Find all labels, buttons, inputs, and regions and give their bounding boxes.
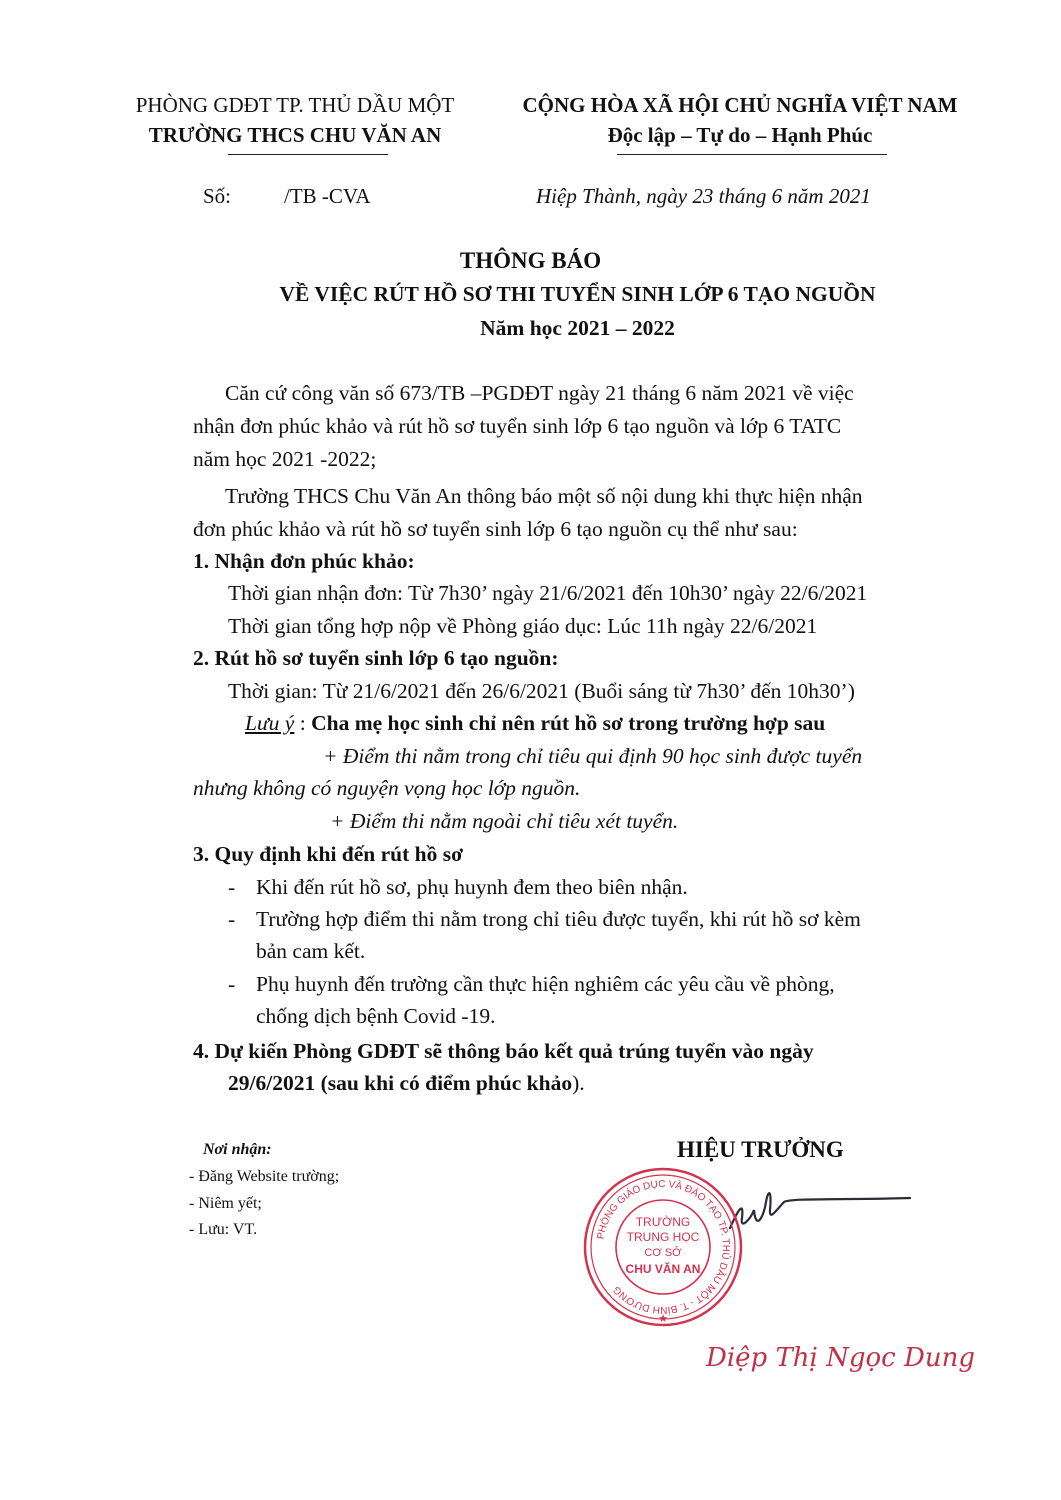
school-year: Năm học 2021 – 2022 <box>480 316 675 340</box>
doc-subject: VỀ VIỆC RÚT HỒ SƠ THI TUYỂN SINH LỚP 6 TẠO NGUỒN <box>279 282 876 306</box>
para2-line2: đơn phúc khảo và rút hồ sơ tuyển sinh lớp 6 tạo nguồn cụ thể như sau: <box>193 517 798 541</box>
stamp-ring-text: PHÒNG GIÁO DỤC VÀ ĐÀO TẠO TP. THỦ DẦU MỘT - T. BÌNH DƯƠNG <box>595 1178 732 1316</box>
section3-item2-line2: bản cam kết. <box>256 939 366 963</box>
stamp-text-2: TRUNG HỌC <box>626 1230 700 1244</box>
recipient-item: - Đăng Website trường; <box>189 1168 340 1185</box>
section4-line2 <box>228 1071 585 1097</box>
national-slogan: Độc lập – Tự do – Hạnh Phúc <box>607 123 873 147</box>
section3-heading: 3. Quy định khi đến rút hồ sơ <box>193 842 464 866</box>
bullet-dash: - <box>228 875 236 899</box>
bullet-dash: - <box>228 972 236 996</box>
section4-line2-tail: ). <box>572 1071 585 1095</box>
section1-line2: Thời gian tổng hợp nộp về Phòng giáo dục: Lúc 11h ngày 22/6/2021 <box>228 614 818 638</box>
recipient-item: - Lưu: VT. <box>189 1221 258 1238</box>
slogan-underline <box>617 154 887 155</box>
signer-name: Diệp Thị Ngọc Dung <box>706 1343 975 1373</box>
doc-number-value: /TB -CVA <box>284 184 371 208</box>
note-label: Lưu ý <box>245 711 295 735</box>
stamp-text-4: CHU VĂN AN <box>625 1262 701 1276</box>
note-item1-line2: nhưng không có nguyện vọng học lớp nguồn. <box>193 776 581 800</box>
signature-mark <box>720 1180 920 1250</box>
note-text: Cha mẹ học sinh chỉ nên rút hồ sơ trong trường hợp sau <box>311 711 826 735</box>
recipients-label: Nơi nhận: <box>203 1141 272 1158</box>
section1-heading: 1. Nhận đơn phúc khảo: <box>193 549 415 573</box>
note-colon: : <box>294 711 312 735</box>
section4-line2-bold: 29/6/2021 (sau khi có điểm phúc khảo <box>228 1071 573 1095</box>
school-name-underline <box>228 154 388 155</box>
note-item2: + Điểm thi nằm ngoài chỉ tiêu xét tuyển. <box>330 809 679 833</box>
para1-line2: nhận đơn phúc khảo và rút hồ sơ tuyển sinh lớp 6 tạo nguồn và lớp 6 TATC <box>193 414 842 438</box>
school-stamp <box>578 1162 748 1332</box>
agency-name: PHÒNG GDĐT TP. THỦ DẦU MỘT <box>135 93 455 117</box>
section3-item3-line2: chống dịch bệnh Covid -19. <box>256 1004 496 1028</box>
section2-line1: Thời gian: Từ 21/6/2021 đến 26/6/2021 (Buổi sáng từ 7h30’ đến 10h30’) <box>228 679 855 703</box>
note-item1-line1: + Điểm thi nằm trong chỉ tiêu qui định 90 học sinh được tuyển <box>323 744 863 768</box>
para1-line1: Căn cứ công văn số 673/TB –PGDĐT ngày 21 tháng 6 năm 2021 về việc <box>225 381 854 405</box>
place-date: Hiệp Thành, ngày 23 tháng 6 năm 2021 <box>536 184 871 208</box>
section1-line1: Thời gian nhận đơn: Từ 7h30’ ngày 21/6/2021 đến 10h30’ ngày 22/6/2021 <box>228 581 868 605</box>
recipient-item: - Niêm yết; <box>189 1195 262 1212</box>
note-line <box>245 711 825 737</box>
stamp-text-1: TRƯỜNG <box>635 1215 691 1229</box>
signer-title: HIỆU TRƯỞNG <box>677 1137 844 1162</box>
para2-line1: Trường THCS Chu Văn An thông báo một số nội dung khi thực hiện nhận <box>225 484 863 508</box>
doc-title: THÔNG BÁO <box>459 248 602 273</box>
section2-heading: 2. Rút hồ sơ tuyển sinh lớp 6 tạo nguồn: <box>193 646 559 670</box>
section4-line1: 4. Dự kiến Phòng GDĐT sẽ thông báo kết quả trúng tuyển vào ngày <box>193 1039 814 1063</box>
school-name: TRƯỜNG THCS CHU VĂN AN <box>148 123 442 147</box>
stamp-text-3: CƠ SỞ <box>644 1247 682 1259</box>
section3-item2-line1: Trường hợp điểm thi nằm trong chỉ tiêu được tuyển, khi rút hồ sơ kèm <box>256 907 861 931</box>
national-motto: CỘNG HÒA XÃ HỘI CHỦ NGHĨA VIỆT NAM <box>522 93 958 117</box>
bullet-dash: - <box>228 907 236 931</box>
para1-line3: năm học 2021 -2022; <box>193 447 377 471</box>
doc-number-label: Số: <box>203 184 232 208</box>
section3-item1: Khi đến rút hồ sơ, phụ huynh đem theo biên nhận. <box>256 875 688 899</box>
stamp-star-icon: ★ <box>658 1313 668 1325</box>
section3-item3-line1: Phụ huynh đến trường cần thực hiện nghiêm các yêu cầu về phòng, <box>256 972 835 996</box>
